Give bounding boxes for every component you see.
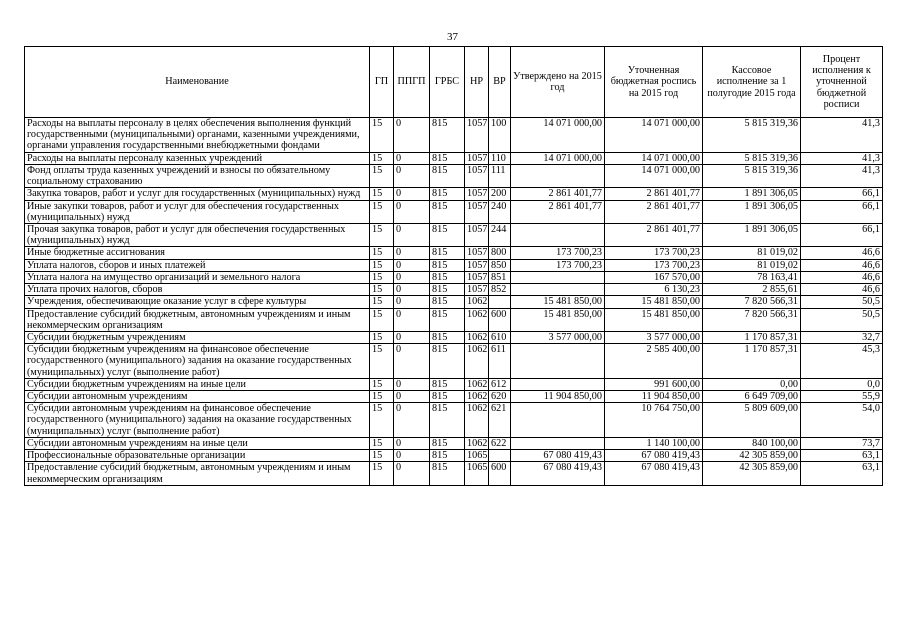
cell-name: Субсидии автономным учреждениям на финансовое обеспечение государственного (муниципального) задания на оказание государственных (муниципальных) услуг (выполнение работ): [25, 403, 370, 438]
cell-vr: 600: [489, 462, 511, 485]
cell-vr: 611: [489, 344, 511, 379]
cell-np: 1062: [465, 391, 489, 403]
cell-gp: 15: [370, 296, 394, 308]
cell-percent: 45,3: [801, 344, 883, 379]
table-row: [25, 296, 883, 308]
cell-percent: 63,1: [801, 462, 883, 485]
cell-refined: 173 700,23: [605, 259, 703, 271]
cell-refined: 2 585 400,00: [605, 344, 703, 379]
cell-ppgp: 0: [394, 118, 430, 153]
cell-approved: 15 481 850,00: [511, 308, 605, 331]
cell-np: 1057: [465, 200, 489, 223]
cell-cash: 7 820 566,31: [703, 296, 801, 308]
cell-refined: 67 080 419,43: [605, 450, 703, 462]
table-row: [25, 403, 883, 438]
cell-grbs: 815: [430, 450, 465, 462]
table-row: [25, 271, 883, 283]
cell-ppgp: 0: [394, 223, 430, 246]
cell-cash: 42 305 859,00: [703, 450, 801, 462]
cell-ppgp: 0: [394, 164, 430, 187]
cell-cash: 5 815 319,36: [703, 152, 801, 164]
cell-cash: 1 891 306,05: [703, 200, 801, 223]
cell-np: 1065: [465, 450, 489, 462]
cell-cash: 5 815 319,36: [703, 164, 801, 187]
table-row: [25, 284, 883, 296]
cell-vr: [489, 450, 511, 462]
cell-np: 1057: [465, 259, 489, 271]
cell-vr: 851: [489, 271, 511, 283]
cell-cash: 1 891 306,05: [703, 188, 801, 200]
cell-gp: 15: [370, 200, 394, 223]
header-grbs: ГРБС: [430, 47, 465, 118]
cell-cash: 81 019,02: [703, 247, 801, 259]
cell-cash: 0,00: [703, 378, 801, 390]
budget-table: [24, 46, 883, 486]
cell-name: Субсидии бюджетным учреждениям на иные цели: [25, 378, 370, 390]
cell-grbs: 815: [430, 378, 465, 390]
table-row: [25, 152, 883, 164]
cell-np: 1057: [465, 152, 489, 164]
cell-np: 1062: [465, 344, 489, 379]
cell-refined: 67 080 419,43: [605, 462, 703, 485]
cell-percent: 66,1: [801, 188, 883, 200]
cell-percent: 50,5: [801, 296, 883, 308]
cell-cash: 840 100,00: [703, 437, 801, 449]
page-number: 37: [447, 31, 458, 43]
cell-percent: 54,0: [801, 403, 883, 438]
cell-approved: [511, 344, 605, 379]
cell-ppgp: 0: [394, 259, 430, 271]
cell-vr: 240: [489, 200, 511, 223]
cell-percent: 55,9: [801, 391, 883, 403]
cell-percent: 46,6: [801, 284, 883, 296]
cell-cash: 7 820 566,31: [703, 308, 801, 331]
table-row: [25, 331, 883, 343]
cell-refined: 991 600,00: [605, 378, 703, 390]
cell-grbs: 815: [430, 259, 465, 271]
cell-percent: 50,5: [801, 308, 883, 331]
cell-refined: 14 071 000,00: [605, 152, 703, 164]
cell-approved: [511, 223, 605, 246]
cell-gp: 15: [370, 152, 394, 164]
cell-approved: 173 700,23: [511, 259, 605, 271]
header-vr: ВР: [489, 47, 511, 118]
cell-grbs: 815: [430, 403, 465, 438]
cell-approved: [511, 271, 605, 283]
cell-grbs: 815: [430, 223, 465, 246]
cell-refined: 14 071 000,00: [605, 164, 703, 187]
cell-grbs: 815: [430, 284, 465, 296]
cell-grbs: 815: [430, 462, 465, 485]
header-percent: Процент исполнения к уточненной бюджетной росписи: [801, 47, 883, 118]
header-ppgp: ППГП: [394, 47, 430, 118]
cell-gp: 15: [370, 164, 394, 187]
cell-gp: 15: [370, 271, 394, 283]
cell-vr: 111: [489, 164, 511, 187]
cell-ppgp: 0: [394, 188, 430, 200]
cell-np: 1057: [465, 164, 489, 187]
cell-vr: 100: [489, 118, 511, 153]
cell-name: Расходы на выплаты персоналу казенных учреждений: [25, 152, 370, 164]
cell-approved: 67 080 419,43: [511, 450, 605, 462]
cell-ppgp: 0: [394, 378, 430, 390]
cell-name: Предоставление субсидий бюджетным, автономным учреждениям и иным некоммерческим организациям: [25, 308, 370, 331]
cell-np: 1057: [465, 247, 489, 259]
cell-cash: 42 305 859,00: [703, 462, 801, 485]
cell-ppgp: 0: [394, 152, 430, 164]
table-row: [25, 308, 883, 331]
table-row: [25, 344, 883, 379]
header-np: НР: [465, 47, 489, 118]
table-row: [25, 164, 883, 187]
cell-refined: 11 904 850,00: [605, 391, 703, 403]
cell-percent: 66,1: [801, 223, 883, 246]
cell-name: Уплата налогов, сборов и иных платежей: [25, 259, 370, 271]
cell-np: 1057: [465, 284, 489, 296]
cell-gp: 15: [370, 450, 394, 462]
cell-np: 1065: [465, 462, 489, 485]
cell-approved: 3 577 000,00: [511, 331, 605, 343]
cell-name: Субсидии автономным учреждениям на иные цели: [25, 437, 370, 449]
cell-approved: [511, 284, 605, 296]
cell-name: Профессиональные образовательные организации: [25, 450, 370, 462]
cell-name: Уплата налога на имущество организаций и земельного налога: [25, 271, 370, 283]
cell-grbs: 815: [430, 271, 465, 283]
cell-percent: 41,3: [801, 118, 883, 153]
cell-approved: 15 481 850,00: [511, 296, 605, 308]
table-row: [25, 200, 883, 223]
cell-approved: 173 700,23: [511, 247, 605, 259]
cell-grbs: 815: [430, 152, 465, 164]
cell-gp: 15: [370, 391, 394, 403]
cell-refined: 173 700,23: [605, 247, 703, 259]
cell-ppgp: 0: [394, 403, 430, 438]
cell-vr: 244: [489, 223, 511, 246]
table-row: [25, 391, 883, 403]
cell-approved: [511, 437, 605, 449]
cell-grbs: 815: [430, 391, 465, 403]
cell-refined: 6 130,23: [605, 284, 703, 296]
cell-refined: 15 481 850,00: [605, 308, 703, 331]
cell-approved: 2 861 401,77: [511, 200, 605, 223]
table-row: [25, 462, 883, 485]
cell-gp: 15: [370, 403, 394, 438]
cell-vr: 110: [489, 152, 511, 164]
cell-refined: 10 764 750,00: [605, 403, 703, 438]
cell-vr: 800: [489, 247, 511, 259]
cell-refined: 3 577 000,00: [605, 331, 703, 343]
cell-cash: 1 170 857,31: [703, 331, 801, 343]
cell-name: Уплата прочих налогов, сборов: [25, 284, 370, 296]
cell-name: Иные закупки товаров, работ и услуг для обеспечения государственных (муниципальных) нужд: [25, 200, 370, 223]
cell-name: Расходы на выплаты персоналу в целях обеспечения выполнения функций государственными (муниципальными) органами, казенными учреждениями, органами управления государственными внебюджетными фондами: [25, 118, 370, 153]
cell-grbs: 815: [430, 164, 465, 187]
cell-cash: 6 649 709,00: [703, 391, 801, 403]
cell-name: Учреждения, обеспечивающие оказание услуг в сфере культуры: [25, 296, 370, 308]
cell-grbs: 815: [430, 331, 465, 343]
cell-ppgp: 0: [394, 308, 430, 331]
cell-np: 1057: [465, 118, 489, 153]
table-header-row: [25, 47, 883, 118]
cell-cash: 5 815 319,36: [703, 118, 801, 153]
cell-vr: 621: [489, 403, 511, 438]
cell-vr: 200: [489, 188, 511, 200]
table-row: [25, 259, 883, 271]
cell-name: Фонд оплаты труда казенных учреждений и взносы по обязательному социальному страхованию: [25, 164, 370, 187]
cell-refined: 15 481 850,00: [605, 296, 703, 308]
cell-grbs: 815: [430, 118, 465, 153]
cell-vr: 610: [489, 331, 511, 343]
cell-vr: 852: [489, 284, 511, 296]
cell-percent: 41,3: [801, 164, 883, 187]
cell-vr: [489, 296, 511, 308]
cell-gp: 15: [370, 462, 394, 485]
cell-refined: 2 861 401,77: [605, 200, 703, 223]
cell-np: 1062: [465, 378, 489, 390]
cell-np: 1062: [465, 331, 489, 343]
cell-ppgp: 0: [394, 437, 430, 449]
cell-percent: 46,6: [801, 247, 883, 259]
cell-cash: 1 891 306,05: [703, 223, 801, 246]
cell-refined: 1 140 100,00: [605, 437, 703, 449]
cell-np: 1062: [465, 403, 489, 438]
cell-np: 1057: [465, 188, 489, 200]
cell-percent: 46,6: [801, 271, 883, 283]
cell-grbs: 815: [430, 200, 465, 223]
table-row: [25, 450, 883, 462]
cell-refined: 2 861 401,77: [605, 223, 703, 246]
table-row: [25, 223, 883, 246]
cell-ppgp: 0: [394, 296, 430, 308]
table-row: [25, 247, 883, 259]
cell-gp: 15: [370, 331, 394, 343]
cell-name: Закупка товаров, работ и услуг для государственных (муниципальных) нужд: [25, 188, 370, 200]
header-cash: Кассовое исполнение за 1 полугодие 2015 года: [703, 47, 801, 118]
table-row: [25, 118, 883, 153]
cell-ppgp: 0: [394, 462, 430, 485]
cell-approved: [511, 378, 605, 390]
cell-ppgp: 0: [394, 247, 430, 259]
cell-gp: 15: [370, 223, 394, 246]
cell-grbs: 815: [430, 188, 465, 200]
cell-percent: 73,7: [801, 437, 883, 449]
header-gp: ГП: [370, 47, 394, 118]
cell-percent: 66,1: [801, 200, 883, 223]
header-name: Наименование: [25, 47, 370, 118]
cell-vr: 600: [489, 308, 511, 331]
cell-ppgp: 0: [394, 284, 430, 296]
cell-percent: 32,7: [801, 331, 883, 343]
cell-gp: 15: [370, 344, 394, 379]
cell-cash: 5 809 609,00: [703, 403, 801, 438]
cell-refined: 2 861 401,77: [605, 188, 703, 200]
cell-np: 1062: [465, 308, 489, 331]
header-refined: Уточненная бюджетная роспись на 2015 год: [605, 47, 703, 118]
cell-np: 1062: [465, 296, 489, 308]
cell-gp: 15: [370, 188, 394, 200]
table-row: [25, 378, 883, 390]
cell-vr: 622: [489, 437, 511, 449]
cell-vr: 620: [489, 391, 511, 403]
cell-grbs: 815: [430, 437, 465, 449]
cell-gp: 15: [370, 378, 394, 390]
cell-gp: 15: [370, 259, 394, 271]
cell-name: Субсидии бюджетным учреждениям: [25, 331, 370, 343]
cell-ppgp: 0: [394, 271, 430, 283]
cell-gp: 15: [370, 118, 394, 153]
cell-approved: [511, 403, 605, 438]
cell-grbs: 815: [430, 296, 465, 308]
cell-gp: 15: [370, 284, 394, 296]
cell-grbs: 815: [430, 247, 465, 259]
cell-ppgp: 0: [394, 200, 430, 223]
cell-grbs: 815: [430, 344, 465, 379]
cell-vr: 850: [489, 259, 511, 271]
cell-np: 1057: [465, 223, 489, 246]
table-row: [25, 437, 883, 449]
cell-name: Субсидии автономным учреждениям: [25, 391, 370, 403]
cell-percent: 41,3: [801, 152, 883, 164]
cell-percent: 63,1: [801, 450, 883, 462]
cell-approved: 11 904 850,00: [511, 391, 605, 403]
cell-gp: 15: [370, 437, 394, 449]
cell-approved: 67 080 419,43: [511, 462, 605, 485]
cell-ppgp: 0: [394, 450, 430, 462]
cell-cash: 78 163,41: [703, 271, 801, 283]
cell-cash: 81 019,02: [703, 259, 801, 271]
cell-gp: 15: [370, 308, 394, 331]
cell-gp: 15: [370, 247, 394, 259]
cell-np: 1057: [465, 271, 489, 283]
cell-percent: 46,6: [801, 259, 883, 271]
table-row: [25, 188, 883, 200]
cell-approved: [511, 164, 605, 187]
cell-ppgp: 0: [394, 331, 430, 343]
cell-ppgp: 0: [394, 344, 430, 379]
cell-name: Иные бюджетные ассигнования: [25, 247, 370, 259]
cell-approved: 2 861 401,77: [511, 188, 605, 200]
cell-approved: 14 071 000,00: [511, 152, 605, 164]
cell-approved: 14 071 000,00: [511, 118, 605, 153]
cell-grbs: 815: [430, 308, 465, 331]
cell-name: Предоставление субсидий бюджетным, автономным учреждениям и иным некоммерческим организациям: [25, 462, 370, 485]
cell-percent: 0,0: [801, 378, 883, 390]
cell-np: 1062: [465, 437, 489, 449]
cell-cash: 1 170 857,31: [703, 344, 801, 379]
header-approved: Утверждено на 2015 год: [511, 47, 605, 118]
cell-name: Субсидии бюджетным учреждениям на финансовое обеспечение государственного (муниципального) задания на оказание государственных (муниципальных) услуг (выполнение работ): [25, 344, 370, 379]
cell-cash: 2 855,61: [703, 284, 801, 296]
cell-refined: 14 071 000,00: [605, 118, 703, 153]
cell-vr: 612: [489, 378, 511, 390]
cell-ppgp: 0: [394, 391, 430, 403]
cell-name: Прочая закупка товаров, работ и услуг для обеспечения государственных (муниципальных) нужд: [25, 223, 370, 246]
cell-refined: 167 570,00: [605, 271, 703, 283]
